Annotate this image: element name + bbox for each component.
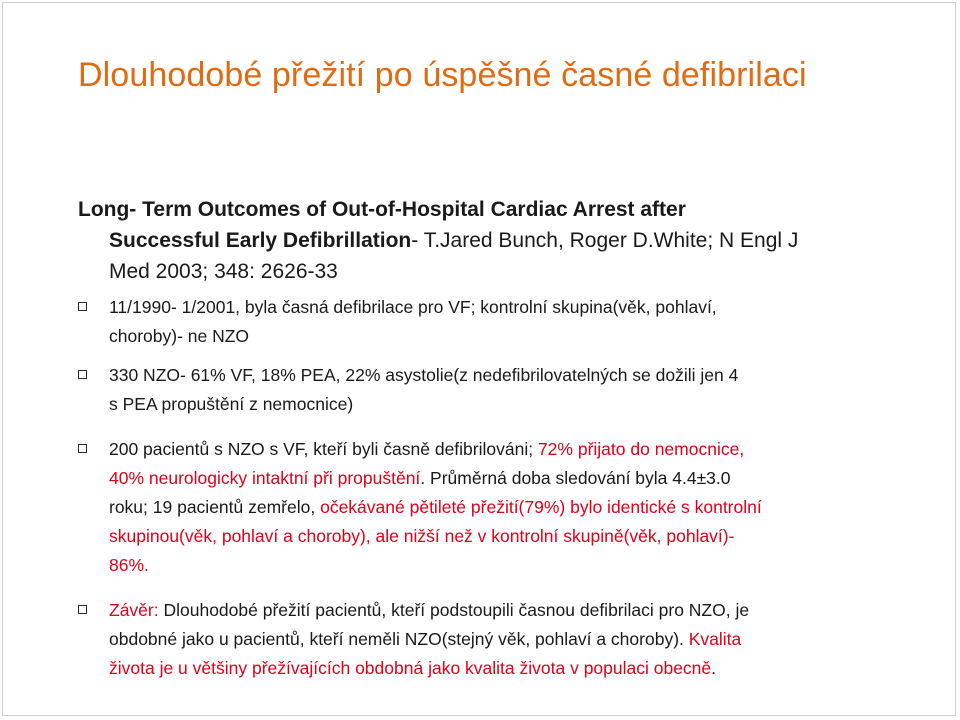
- bullet-text-line: skupinou(věk, pohlaví a choroby), ale nižší než v kontrolní skupině(věk, pohlaví)-: [109, 526, 735, 546]
- square-bullet-icon: [78, 370, 87, 379]
- square-bullet-icon: [78, 302, 87, 311]
- highlight-segment: Kvalita: [688, 629, 742, 649]
- square-bullet-icon: [78, 444, 87, 453]
- bullet-list: [78, 293, 918, 683]
- reference-separator: -: [411, 229, 424, 252]
- bullet-conclusion: [78, 596, 918, 683]
- bullet-results: [78, 435, 918, 580]
- bullet-text-line: [109, 493, 918, 522]
- text-segment: Dlouhodobé přežití pacientů, kteří podstoupili časnou defibrilaci pro NZO, je: [158, 600, 750, 620]
- reference-title-part1: Long- Term Outcomes of Out-of-Hospital Cardiac Arrest after: [78, 198, 686, 221]
- text-segment: roku; 19 pacientů zemřelo,: [109, 497, 321, 517]
- bullet-text-line: [109, 464, 918, 493]
- text-segment: 200 pacientů s NZO s VF, kteří byli časně defibrilováni;: [109, 439, 538, 459]
- text-segment: obdobné jako u pacientů, kteří neměli NZO(stejný věk, pohlaví a choroby).: [109, 629, 689, 649]
- reference-authors: T.Jared Bunch, Roger D.White; N Engl J: [423, 229, 799, 252]
- bullet-text-line: 86%.: [109, 555, 149, 575]
- slide-title: Dlouhodobé přežití po úspěšné časné defibrilaci: [78, 56, 807, 94]
- bullet-text-line: [109, 654, 918, 683]
- reference-citation: [78, 194, 908, 287]
- highlight-segment: 72% přijato do nemocnice,: [537, 439, 745, 459]
- bullet-study-period: [78, 293, 918, 351]
- text-segment: .: [711, 658, 717, 678]
- bullet-text-line: [109, 435, 918, 464]
- bullet-text-line: 330 NZO- 61% VF, 18% PEA, 22% asystolie(z nedefibrilovatelných se dožili jen 4: [109, 365, 739, 385]
- bullet-text-line: 11/1990- 1/2001, byla časná defibrilace pro VF; kontrolní skupina(věk, pohlaví,: [109, 297, 717, 317]
- bullet-text-line: choroby)- ne NZO: [109, 326, 250, 346]
- bullet-text-line: [109, 596, 918, 625]
- highlight-segment: očekávané pětileté přežití(79%) bylo identické s kontrolní: [320, 497, 762, 517]
- reference-line-2: [78, 225, 908, 256]
- bullet-patient-counts: [78, 361, 918, 419]
- text-segment: . Průměrná doba sledování byla 4.4±3.0: [420, 468, 731, 488]
- highlight-segment: života je u většiny přežívajících obdobná jako kvalita života v populaci obecně: [109, 658, 712, 678]
- highlight-segment: 40% neurologicky intaktní při propuštění: [109, 468, 421, 488]
- bullet-text-line: [109, 625, 918, 654]
- conclusion-label: Závěr:: [109, 600, 159, 620]
- reference-line-3: [78, 256, 908, 287]
- bullet-text-line: s PEA propuštění z nemocnice): [109, 394, 354, 414]
- reference-title-part2: Successful Early Defibrillation: [109, 229, 412, 252]
- reference-line-1: [78, 194, 908, 225]
- reference-journal: Med 2003; 348: 2626-33: [109, 260, 338, 283]
- square-bullet-icon: [78, 605, 87, 614]
